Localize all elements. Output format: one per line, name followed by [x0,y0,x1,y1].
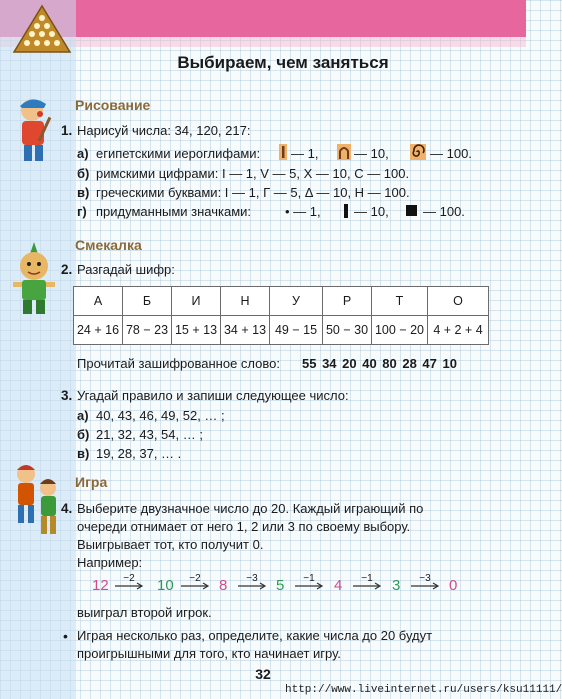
cipher-expression-cell: 15 + 13 [172,316,221,345]
egyptian-ten-value: — 10, [354,146,389,161]
invented-ten-value: — 10, [354,204,389,219]
cipher-table [73,286,489,345]
task-1b-label: б) [77,166,90,181]
bullet-line-2: проигрышными для того, кто начинает игру. [77,646,341,661]
task-3b-label: б) [77,427,90,442]
cipher-expression-cell: 100 − 20 [372,316,428,345]
arrow-right-icon [410,575,440,589]
step-label: −2 [189,573,201,584]
task-3c-label: в) [77,446,90,461]
egyptian-hundred-value: — 100. [430,146,472,161]
task-3a-label: а) [77,408,89,423]
triangle-logo-icon [12,4,72,54]
task-1b-text: римскими цифрами: I — 1, V — 5, X — 10, C — 100. [96,166,410,181]
sequence-number: 5 [276,577,285,594]
task-4-number: 4. [61,501,73,516]
section-heading-wits: Смекалка [75,237,142,253]
task-1-text: Нарисуй числа: 34, 120, 217: [77,123,251,138]
encoded-word: 55 34 20 40 80 28 47 10 [302,356,457,371]
cipher-expressions-row [74,316,489,345]
cipher-expression-cell: 34 + 13 [221,316,270,345]
arrow-right-icon [237,575,267,589]
painter-mascot-icon [10,96,56,168]
task-2-number: 2. [61,262,73,277]
egyptian-stroke-icon [278,144,288,160]
decode-prompt: Прочитай зашифрованное слово: [77,356,280,371]
sequence-number: 0 [449,577,458,594]
arrow-right-icon [114,575,144,589]
task-3b-text: 21, 32, 43, 54, … ; [96,427,203,442]
task-3-number: 3. [61,388,73,403]
sequence-number: 3 [392,577,401,594]
task-1-number: 1. [61,123,73,138]
section-heading-drawing: Рисование [75,97,151,113]
sequence-number: 8 [219,577,228,594]
cipher-letter-cell: У [270,287,323,316]
section-heading-game: Игра [75,474,108,490]
egyptian-coil-icon [410,144,426,160]
invented-one-value: • — 1, [285,204,321,219]
cipher-expression-cell: 4 + 2 + 4 [428,316,489,345]
step-label: −1 [303,573,315,584]
cipher-letter-cell: И [172,287,221,316]
cipher-expression-cell: 24 + 16 [74,316,123,345]
cipher-letter-cell: Т [372,287,428,316]
task-2-text: Разгадай шифр: [77,262,175,277]
page-number: 32 [255,666,271,682]
invented-hundred-value: — 100. [423,204,465,219]
top-band [0,0,526,37]
bullet-marker: • [63,628,68,644]
cipher-expression-cell: 50 − 30 [323,316,372,345]
task-1d-label: г) [77,204,87,219]
task-1d-text: придуманными значками: [96,204,252,219]
cipher-letter-cell: Б [123,287,172,316]
step-label: −1 [361,573,373,584]
arrow-right-icon [180,575,210,589]
bar-symbol-icon [344,204,348,218]
step-label: −3 [419,573,431,584]
example-label: Например: [77,555,143,570]
task-1a-label: а) [77,146,89,161]
sequence-number: 12 [92,577,109,594]
cipher-letters-row [74,287,489,316]
sequence-number: 4 [334,577,343,594]
task-3c-text: 19, 28, 37, … . [96,446,182,461]
task-3-text: Угадай правило и запиши следующее число: [77,388,349,403]
cipher-letter-cell: Н [221,287,270,316]
page-title: Выбираем, чем заняться [177,53,389,72]
cipher-letter-cell: А [74,287,123,316]
arrow-right-icon [294,575,324,589]
onion-boy-mascot-icon [10,240,58,320]
task-4-line-2: очереди отнимает от него 1, 2 или 3 по своему выбору. [77,519,411,534]
cipher-expression-cell: 49 − 15 [270,316,323,345]
arrow-right-icon [352,575,382,589]
square-symbol-icon [406,205,417,216]
cipher-letter-cell: О [428,287,489,316]
task-1c-label: в) [77,185,90,200]
watermark-url: http://www.liveinternet.ru/users/ksu11111/ [285,684,562,696]
egyptian-one-value: — 1, [291,146,319,161]
bullet-line-1: Играя несколько раз, определите, какие числа до 20 будут [77,628,433,643]
cipher-letter-cell: Р [323,287,372,316]
game-result: выиграл второй игрок. [77,605,212,620]
task-1c-text: греческими буквами: I — 1, Г — 5, Δ — 10, Н — 100. [96,185,410,200]
sequence-number: 10 [157,577,174,594]
children-mascot-icon [6,460,68,540]
task-3a-text: 40, 43, 46, 49, 52, … ; [96,408,225,423]
task-1a-text: египетскими иероглифами: [96,146,261,161]
task-4-line-1: Выберите двузначное число до 20. Каждый играющий по [77,501,424,516]
cipher-expression-cell: 78 − 23 [123,316,172,345]
top-band-shadow [0,37,526,47]
step-label: −3 [246,573,258,584]
step-label: −2 [123,573,135,584]
egyptian-arch-icon [337,144,351,160]
task-4-line-3: Выигрывает тот, кто получит 0. [77,537,264,552]
